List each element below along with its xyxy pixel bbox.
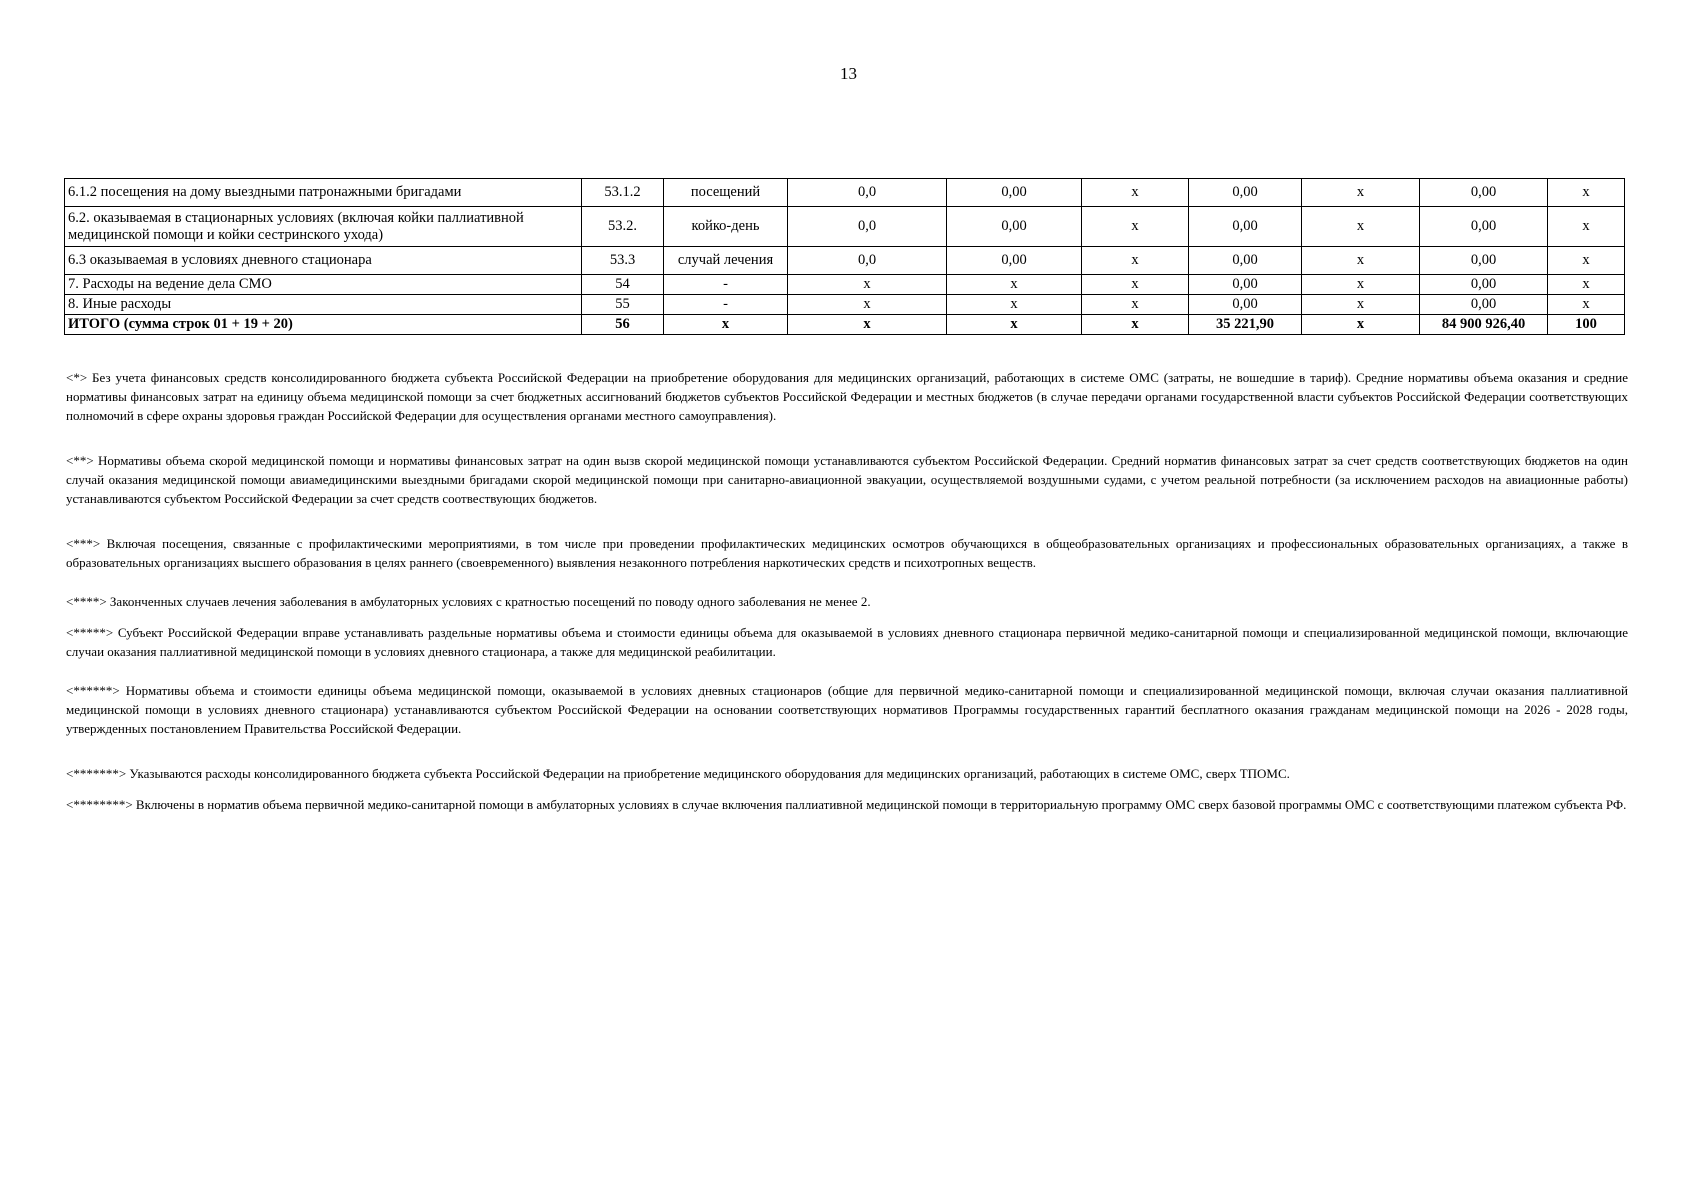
table-cell: 54: [582, 275, 664, 295]
table-cell: х: [1302, 207, 1420, 247]
table-cell: х: [1548, 207, 1625, 247]
table-cell: 0,00: [1420, 247, 1548, 275]
table-body: [65, 179, 1625, 335]
table-row: [65, 275, 1625, 295]
table-cell: х: [1302, 275, 1420, 295]
table-cell: х: [1302, 247, 1420, 275]
table-cell: х: [1302, 179, 1420, 207]
table-row: [65, 295, 1625, 315]
table-cell: посещений: [664, 179, 788, 207]
page-number: 13: [840, 64, 857, 83]
footnote: <*****> Субъект Российской Федерации вправе устанавливать раздельные нормативы объема и стоимости единицы объема для оказываемой в условиях дневного стационара первичной медико-санитарной помощи и специализированной медицинской помощи, включающие случаи оказания паллиативной медицинской помощи в условиях дневного стационара, а также для медицинской реабилитации.: [66, 625, 1628, 659]
table-cell: 0,00: [1420, 295, 1548, 315]
table-cell: 100: [1548, 315, 1625, 335]
table-cell: х: [664, 315, 788, 335]
table-cell: х: [1082, 315, 1189, 335]
footnote: <*******> Указываются расходы консолидированного бюджета субъекта Российской Федерации на приобретение медицинского оборудования для медицинских организаций, работающих в системе ОМС, сверх ТПОМС.: [66, 766, 1290, 781]
table-row: [65, 179, 1625, 207]
table-cell: 0,00: [947, 207, 1082, 247]
table-cell-name: 6.3 оказываемая в условиях дневного стационара: [65, 247, 582, 275]
table-cell: 56: [582, 315, 664, 335]
table-cell: х: [1302, 315, 1420, 335]
table-cell: -: [664, 295, 788, 315]
table-row-total: [65, 315, 1625, 335]
table-cell: х: [947, 295, 1082, 315]
table-cell: 0,00: [1189, 275, 1302, 295]
table-cell: 53.3: [582, 247, 664, 275]
table-cell: 0,00: [1420, 207, 1548, 247]
table-cell: х: [947, 275, 1082, 295]
table-cell-name: ИТОГО (сумма строк 01 + 19 + 20): [65, 315, 582, 335]
table-cell: 35 221,90: [1189, 315, 1302, 335]
footnote: <**> Нормативы объема скорой медицинской помощи и нормативы финансовых затрат на один вызв скорой медицинской помощи устанавливаются субъектом Российской Федерации. Средний норматив финансовых затрат за счет средств соответствующих бюджетов на один случай оказания медицинской помощи авиамедицинскими выездными бригадами скорой медицинской помощи при санитарно-авиационной эвакуации, осуществляемой воздушными судами, с учетом реальной потребности (за исключением расходов на авиационные работы) устанавливаются субъектом Российской Федерации за счет средств соотвествующих бюджетов.: [66, 453, 1628, 506]
table-cell: х: [1548, 275, 1625, 295]
footnote: <***> Включая посещения, связанные с профилактическими мероприятиями, в том числе при проведении профилактических медицинских осмотров обучающихся в общеобразовательных организациях и профессиональных образовательных организациях, а также в образовательных организациях высшего образования в целях раннего (своевременного) выявления незаконного потребления наркотических средств и психотропных веществ.: [66, 536, 1628, 570]
table-cell: 55: [582, 295, 664, 315]
footnote: <******> Нормативы объема и стоимости единицы объема медицинской помощи, оказываемой в условиях дневных стационаров (общие для первичной медико-санитарной помощи и специализированной медицинской помощи, включая случаи оказания паллиативной медицинской помощи в условиях дневного стационара) устанавливаются субъектом Российской Федерации на основании соответствующих нормативов Программы государственных гарантий бесплатного оказания гражданам медицинской помощи на 2026 - 2028 годы, утвержденных постановлением Правительства Российской Федерации.: [66, 683, 1628, 736]
table-row: [65, 207, 1625, 247]
table-cell: 0,00: [947, 247, 1082, 275]
table-cell: х: [947, 315, 1082, 335]
footnote: <*> Без учета финансовых средств консолидированного бюджета субъекта Российской Федерации на приобретение оборудования для медицинских организаций, работающих в системе ОМС (затраты, не вошедшие в тариф). Средние нормативы объема оказания и средние нормативы финансовых затрат на единицу объема медицинской помощи за счет бюджетных ассигнований бюджетов субъектов Российской Федерации и местных бюджетов (в случае передачи органами государственной власти субъектов Российской Федерации соответствующих полномочий в сфере охраны здоровья граждан Российской Федерации для осуществления органами местного самоуправления).: [66, 370, 1628, 423]
table-cell: 0,00: [1189, 295, 1302, 315]
table-cell: х: [1082, 295, 1189, 315]
table-cell: 0,00: [1420, 275, 1548, 295]
table-cell-name: 8. Иные расходы: [65, 295, 582, 315]
table-cell: 53.2.: [582, 207, 664, 247]
table-cell: 0,00: [1189, 207, 1302, 247]
table-cell: 84 900 926,40: [1420, 315, 1548, 335]
footnote: <********> Включены в норматив объема первичной медико-санитарной помощи в амбулаторных условиях в случае включения паллиативной медицинской помощи в территориальную программу ОМС сверх базовой программы ОМС с соответствующими платежом субъекта РФ.: [66, 797, 1627, 812]
table-cell: х: [1082, 207, 1189, 247]
table-cell: х: [1548, 179, 1625, 207]
table-cell: х: [1082, 247, 1189, 275]
table-cell: х: [1082, 179, 1189, 207]
table-cell: койко-день: [664, 207, 788, 247]
data-table: [64, 178, 1625, 335]
table-cell: х: [788, 275, 947, 295]
table-cell: 53.1.2: [582, 179, 664, 207]
table-cell: 0,0: [788, 207, 947, 247]
table-cell: 0,00: [947, 179, 1082, 207]
table-cell: х: [1082, 275, 1189, 295]
table-cell: х: [788, 315, 947, 335]
table-cell-name: 6.2. оказываемая в стационарных условиях (включая койки паллиативной медицинской помощи и койки сестринского ухода): [65, 207, 582, 247]
table-cell: 0,00: [1189, 179, 1302, 207]
table-cell: 0,00: [1189, 247, 1302, 275]
table-cell: случай лечения: [664, 247, 788, 275]
table-cell: х: [1548, 295, 1625, 315]
table-cell: х: [788, 295, 947, 315]
footnotes: [66, 368, 1628, 814]
table-cell-name: 7. Расходы на ведение дела СМО: [65, 275, 582, 295]
table-cell: 0,0: [788, 179, 947, 207]
table-cell: х: [1548, 247, 1625, 275]
table-cell: 0,0: [788, 247, 947, 275]
table-cell: 0,00: [1420, 179, 1548, 207]
table-cell-name: 6.1.2 посещения на дому выездными патронажными бригадами: [65, 179, 582, 207]
table-row: [65, 247, 1625, 275]
table-cell: х: [1302, 295, 1420, 315]
table-cell: -: [664, 275, 788, 295]
footnote: <****> Законченных случаев лечения заболевания в амбулаторных условиях с кратностью посещений по поводу одного заболевания не менее 2.: [66, 594, 871, 609]
